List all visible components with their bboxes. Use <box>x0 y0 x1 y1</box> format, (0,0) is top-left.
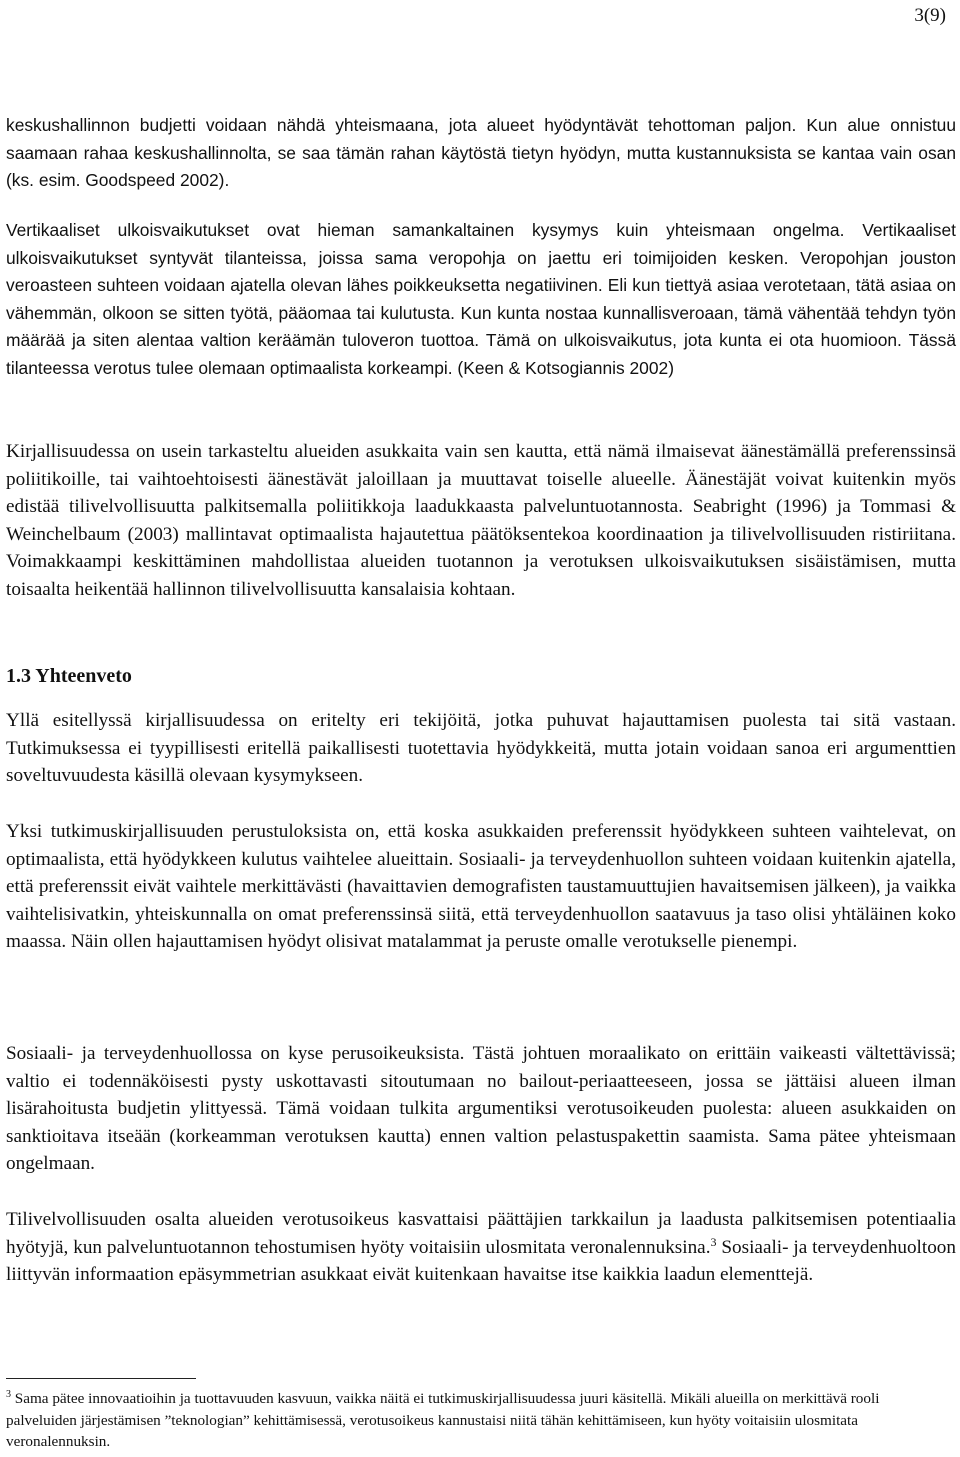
paragraph-6: Sosiaali- ja terveydenhuollossa on kyse perusoikeuksista. Tästä johtuen moraalikato on erittäin vaikeasti vältettävissä; valtio ei todennäköisesti pysty uskottavasti sitoutumaan no bailout-periaatteeseen, jossa se jättäisi alueen ilman lisärahoitusta budjetin ylittyessä. Tämä voidaan tulkita argumentiksi verotusoikeuden puolesta: alueen asukkaiden on sanktioitava itseään (korkeamman verotuksen kautta) ennen valtion pelastuspakettin saamista. Sama pätee yhteismaan ongelmaan. <box>6 1043 956 1175</box>
footnote-reference: 3 <box>710 1234 717 1249</box>
paragraph-1: keskushallinnon budjetti voidaan nähdä yhteismaana, jota alueet hyödyntävät tehottoman paljon. Kun alue onnistuu saamaan rahaa keskushallinnolta, se saa tämän rahan käytöstä tietyn hyödyn, mutta kustannuksista se kantaa vain osan (ks. esim. Goodspeed 2002). <box>6 115 956 191</box>
footnote-divider <box>6 1378 196 1379</box>
page-number: 3(9) <box>914 5 946 26</box>
footnote-marker: 3 <box>6 1389 11 1400</box>
footnote <box>6 1388 954 1453</box>
paragraph-5: Yksi tutkimuskirjallisuuden perustuloksista on, että koska asukkaiden preferenssit hyödykkeen suhteen vaihtelevat, on optimaalista, että hyödykkeen kulutus vaihtelee alueittain. Sosiaali- ja terveydenhuollon suhteen voidaan kuitenkin ajatella, että preferenssit eivät vaihtele merkittävästi (havaittavien demografisten taustamuuttujien havaitsemisen jälkeen), ja vaikka vaihtelisivatkin, yhteiskunnalla on omat preferenssinsä siitä, että terveydenhuollon saatavuus ja taso olisi yhtäläinen koko maassa. Näin ollen hajauttamisen hyödyt olisivat matalammat ja peruste omalle verotukselle pienempi. <box>6 821 956 953</box>
paragraph-4: Yllä esitellyssä kirjallisuudessa on eritelty eri tekijöitä, jotka puhuvat hajauttamisen puolesta tai sitä vastaan. Tutkimuksessa ei tyypillisesti eritellä paikallisesti tuotettavia hyödykkeitä, mutta jotain voidaan sanoa eri argumenttien soveltuvuudesta käsillä olevaan kysymykseen. <box>6 710 956 787</box>
footnote-text: Sama pätee innovaatioihin ja tuottavuuden kasvuun, vaikka näitä ei tutkimuskirjallisuudessa juuri käsitellä. Mikäli alueilla on merkittävä rooli palveluiden järjestämisen ”teknologian” kehittämisessä, verotusoikeus kannustaisi niitä tähän kehittämiseen, kun hyöty voitaisiin ulosmitata veronalennuksin. <box>6 1390 880 1450</box>
paragraph-3: Kirjallisuudessa on usein tarkasteltu alueiden asukkaita vain sen kautta, että nämä ilmaisevat äänestämällä preferenssinsä poliitikoille, tai vaihtoehtoisesti äänestävät jaloillaan ja muuttavat toiselle alueelle. Äänestäjät voivat kuitenkin myös edistää tilivelvollisuutta palkitsemalla poliitikkoja laadukkaasta palveluntuotannosta. Seabright (1996) ja Tommasi & Weinchelbaum (2003) mallintavat optimaalista hajautettua päätöksentekoa koordinaation ja tilivelvollisuuden ristiriitana. Voimakkaampi keskittäminen mahdollistaa alueiden tuotannon ja verotuksen ulkoisvaikutuksen sisäistämisen, mutta toisaalta heikentää hallinnon tilivelvollisuutta kansalaisia kohtaan. <box>6 441 956 600</box>
paragraph-7-text-continued: Sosiaali- ja terveydenhuoltoon liittyvän informaation epäsymmetrian asukkaat eivät kuitenkaan havaitse itse kaikkia laadun elementtejä. <box>6 1236 956 1286</box>
section-heading: 1.3 Yhteenveto <box>6 665 132 687</box>
paragraph-2: Vertikaaliset ulkoisvaikutukset ovat hieman samankaltainen kysymys kuin yhteismaan ongelma. Vertikaaliset ulkoisvaikutukset syntyvät tilanteissa, joissa sama veropohja on jaettu eri toimijoiden kesken. Veropohjan jouston veroasteen suhteen voidaan ajatella olevan lähes poikkeuksetta negatiivinen. Eli kun tiettyä asiaa verotetaan, tätä asiaa on vähemmän, olkoon se sitten työtä, pääomaa tai kulutusta. Kun kunta nostaa kunnallisveroaan, tämä vähentää tehdyn työn määrää ja siten alentaa valtion keräämän tuloveron tuottoa. Tämä on ulkoisvaikutus, jota kunta ei ota huomioon. Tässä tilanteessa verotus tulee olemaan optimaalista korkeampi. (Keen & Kotsogiannis 2002) <box>6 220 956 378</box>
paragraph-7 <box>6 1206 956 1289</box>
paragraph-7-text: Tilivelvollisuuden osalta alueiden verotusoikeus kasvattaisi päättäjien tarkkailun ja laadusta palkitsemisen potentiaalia hyötyjä, kun palveluntuotannon tehostumisen hyöty voitaisiin ulosmitata veronalennuksina. <box>6 1209 956 1258</box>
